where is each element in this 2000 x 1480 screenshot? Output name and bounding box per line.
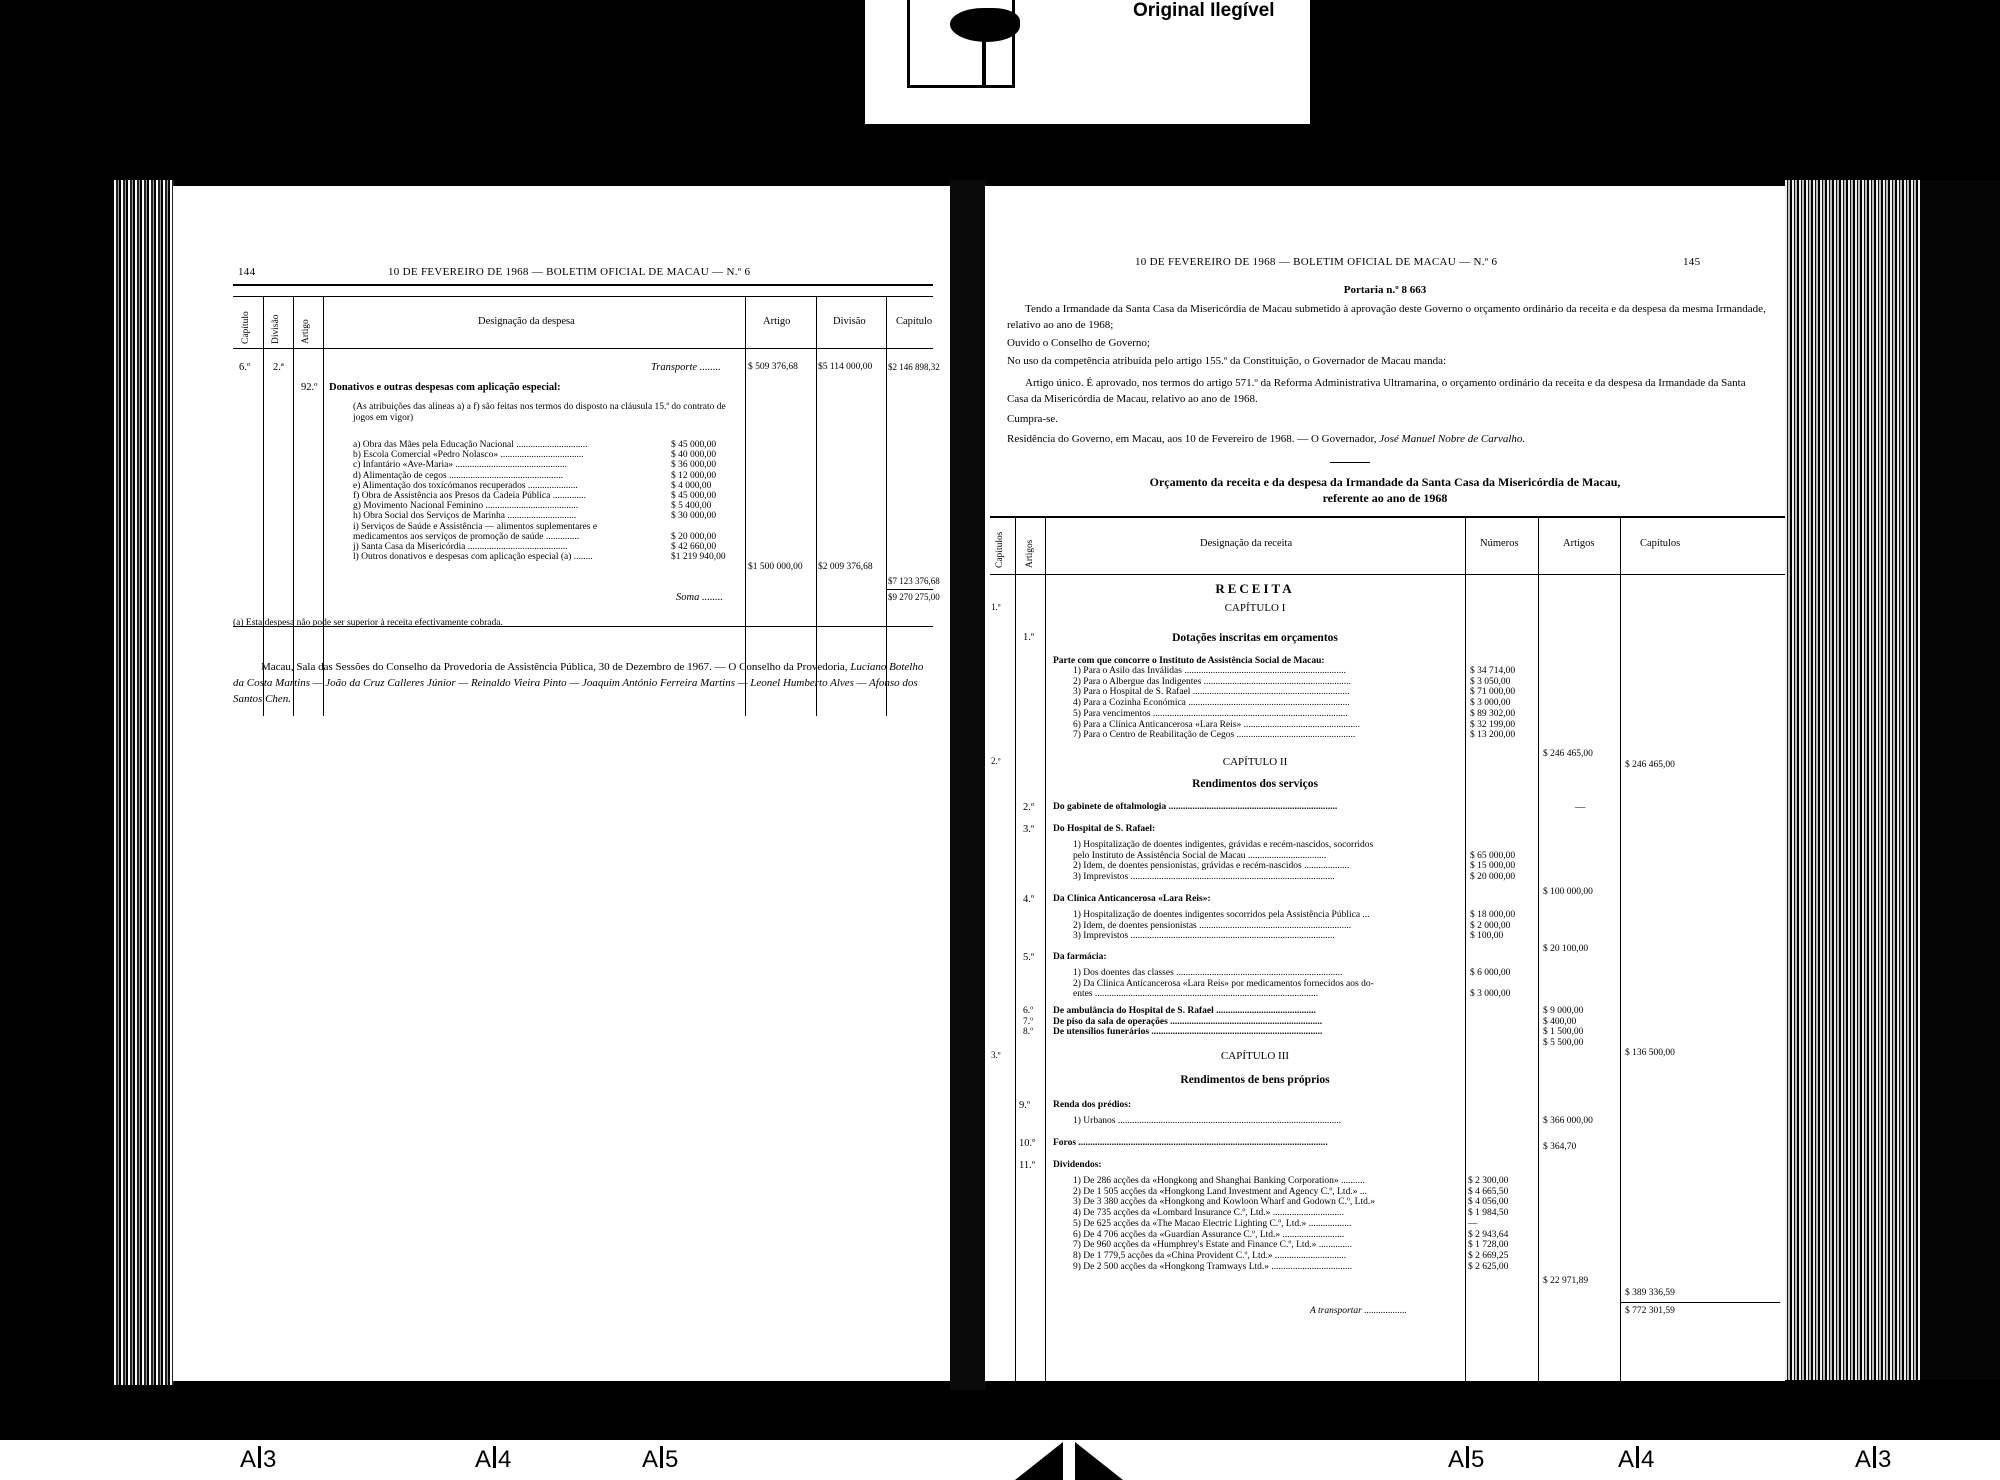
center-arrows-icon	[1015, 1440, 1135, 1480]
budget-title-line-1: Orçamento da receita e da despesa da Irmandade da Santa Casa da Misericórdia de Macau,	[1149, 475, 1621, 489]
artigo-2-dash: —	[1575, 802, 1586, 813]
artigo-3-total: $ 100 000,00	[1543, 887, 1593, 897]
item-amount: $ 9 000,00	[1543, 1006, 1584, 1016]
mark-a4-left: A 4	[475, 1446, 512, 1473]
mark-a5-left: A 5	[642, 1446, 679, 1473]
col-numeros: Números	[1480, 538, 1519, 549]
page-number: 144	[238, 266, 256, 278]
item-amount: —	[1468, 1218, 1478, 1229]
item-amount: $ 400,00	[1543, 1016, 1577, 1027]
governor-name: José Manuel Nobre de Carvalho.	[1379, 433, 1526, 445]
item-amount: $ 89 302,00	[1470, 708, 1516, 719]
item-amount: $1 219 940,00	[671, 552, 726, 563]
item-amount: $ 42 660,00	[671, 542, 717, 552]
artigo-9-heading: Renda dos prédios:	[1053, 1100, 1132, 1110]
artigo-11-total: $ 22 971,89	[1543, 1276, 1589, 1286]
item-label: pelo Instituto de Assistência Social de Macau .................................	[1073, 850, 1327, 861]
item-label: 3) Para o Hospital de S. Rafael ..................................................................	[1073, 687, 1350, 698]
final-total: $ 772 301,59	[1625, 1306, 1675, 1316]
item-amount: $ 3 000,00	[1470, 989, 1511, 999]
portaria-paragraph: No uso da competência atribuída pelo artigo 155.º da Constituição, o Governador de Macau manda:	[1007, 355, 1447, 367]
item-amount: $ 32 199,00	[1470, 719, 1516, 730]
artigo-2-number: 2.º	[1023, 802, 1035, 813]
item-amount: $ 2 669,25	[1468, 1250, 1509, 1261]
mark-a3-right: A 3	[1855, 1446, 1892, 1473]
artigo-5-heading: Da farmácia:	[1053, 952, 1107, 962]
mark-a3-left: A 3	[240, 1446, 277, 1473]
item-label: entes ..............................................................................................	[1073, 989, 1319, 999]
item-label: 4) Para a Cozinha Económica ....................................................................	[1073, 698, 1350, 709]
artigo-11-number: 11.º	[1019, 1160, 1035, 1171]
item-label: 5) De 625 acções da «The Macao Electric Lighting C.º, Ltd.» ..................	[1073, 1218, 1352, 1229]
portaria-paragraph: Artigo único. É aprovado, nos termos do artigo 571.º da Reforma Administrativa Ultramarina, o orçamento ordinário da receita e da despesa da Irmandade da Santa Casa da Misericórdia de Macau, relativo ao ano de 1968.	[1007, 377, 1746, 405]
capitulo-3: CAPÍTULO III	[1220, 1050, 1290, 1062]
mark-a5-right: A 5	[1448, 1446, 1485, 1473]
badge-text: Original Ilegível	[1133, 0, 1275, 21]
subtotal-divisao: $2 009 376,68	[818, 562, 873, 572]
artigo-1-heading: Parte com que concorre o Instituto de Assistência Social de Macau:	[1053, 656, 1325, 666]
item-label: i) Serviços de Saúde e Assistência — alimentos suplementares e	[353, 521, 598, 532]
item-label: 3) De 3 380 acções da «Hongkong and Kowloon Wharf and Godown C.º, Ltd.»	[1073, 1197, 1375, 1208]
col-artigo: Artigo	[301, 319, 311, 344]
item-amount: $ 18 000,00	[1470, 910, 1516, 920]
left-page-edge	[114, 180, 174, 1385]
item-amount: $ 1 984,50	[1468, 1208, 1509, 1219]
portaria-paragraph: Cumpra-se.	[1007, 413, 1059, 425]
col-capitulos-amount: Capítulos	[1640, 538, 1681, 549]
capitulo-2-title: Rendimentos dos serviços	[1192, 778, 1318, 790]
item-amount: $ 2 300,00	[1468, 1176, 1509, 1186]
item-amount: $ 4 056,00	[1468, 1197, 1509, 1208]
item-amount: $ 45 000,00	[671, 440, 717, 450]
col-designacao-receita: Designação da receita	[1200, 538, 1293, 549]
item-amount: $ 71 000,00	[1470, 687, 1516, 698]
left-page	[173, 186, 950, 1381]
item-amount: $ 13 200,00	[1470, 730, 1516, 741]
book-logo-icon	[907, 0, 1015, 88]
col-capitulo-amount: Capítulo	[896, 316, 933, 327]
portaria-paragraph: Ouvido o Conselho de Governo;	[1007, 337, 1150, 349]
col-capitulos: Capítulos	[995, 531, 1005, 568]
item-amount: $ 30 000,00	[671, 511, 717, 522]
item-amount: $ 1 728,00	[1468, 1240, 1509, 1251]
signatories: Luciano Botelho da Costa Martins — João da Cruz Calleres Júnior — Reinaldo Vieira Pinto — Joaquim António Ferreira Martins — Leonel Humberto Alves — Afonso dos Santos Chen.	[233, 661, 924, 705]
item-number: 7.º	[1023, 1016, 1034, 1027]
book-gutter	[950, 180, 986, 1390]
item-label: De ambulância do Hospital de S. Rafael ..........................................	[1053, 1006, 1316, 1016]
section-note: (As atribuições das alíneas a) a f) são feitas nos termos do disposto na cláusula 15.ª do contrato de jogos em vigor)	[353, 402, 726, 423]
right-page-edge	[1785, 180, 1920, 1380]
budget-title-line-2: referente ao ano de 1968	[1322, 491, 1448, 505]
artigo-5-number: 5.º	[1023, 952, 1035, 963]
running-head: 10 DE FEVEREIRO DE 1968 — BOLETIM OFICIAL DE MACAU — N.º 6	[388, 266, 751, 278]
item-label: 2) De 1 505 acções da «Hongkong Land Investment and Agency C.º, Ltd.» ...	[1073, 1186, 1367, 1197]
item-label: 2) Para o Albergue das Indigentes ..............................................................	[1073, 676, 1351, 687]
item-label: 8) De 1 779,5 acções da «China Provident C.º, Ltd.» ..............................	[1073, 1250, 1347, 1261]
col-capitulo: Capítulo	[241, 311, 251, 344]
item-label: b) Escola Comercial «Pedro Nolasco» ...................................	[353, 450, 584, 461]
residencia-text: Residência do Governo, em Macau, aos 10 de Fevereiro de 1968. — O Governador,	[1007, 433, 1377, 445]
header-rule	[233, 284, 933, 286]
item-label: 4) De 735 acções da «Lombard Insurance C.º, Ltd.» ..............................	[1073, 1208, 1344, 1219]
capitulo-3-total: $ 389 336,59	[1625, 1288, 1675, 1298]
dark-border	[1920, 180, 2000, 1380]
transporte-artigo: $ 509 376,68	[748, 362, 798, 372]
item-amount: $ 40 000,00	[671, 450, 717, 461]
item-amount: $ 2 625,00	[1468, 1261, 1509, 1272]
item-label: 7) Para o Centro de Reabilitação de Cegos ..................................................	[1073, 730, 1356, 741]
artigo-4-number: 4.º	[1023, 894, 1035, 905]
item-amount: $ 45 000,00	[671, 491, 717, 501]
capitulo-1: CAPÍTULO I	[1224, 602, 1286, 614]
item-label: 1) De 286 acções da «Hongkong and Shanghai Banking Corporation» ..........	[1073, 1176, 1365, 1186]
closing-text: Macau, Sala das Sessões do Conselho da Provedoria de Assistência Pública, 30 de Dezembro de 1967. — O Conselho da Provedoria,	[261, 661, 848, 673]
capitulo-2-total: $ 136 500,00	[1625, 1048, 1675, 1058]
item-label: l) Outros donativos e despesas com aplicação especial (a) ........	[353, 552, 593, 563]
capitulo-2-number: 2.º	[991, 756, 1001, 766]
item-amount: $ 12 000,00	[671, 470, 717, 481]
col-divisao: Divisão	[271, 314, 281, 344]
artigo-4-heading: Da Clínica Anticancerosa «Lara Reis»:	[1053, 894, 1211, 904]
item-label: 1) Hospitalização de doentes indigentes, grávidas e recém-nascidos, socorridos	[1073, 840, 1374, 850]
item-amount: $ 5 400,00	[671, 501, 712, 512]
item-label: 6) Para a Clínica Anticancerosa «Lara Reis» .................................................	[1073, 719, 1361, 730]
item-label: 7) De 960 acções da «Humphrey's Estate and Finance C.º, Ltd.» ..............	[1073, 1240, 1353, 1251]
col-artigos-amount: Artigos	[1563, 538, 1595, 549]
capitulo-number: 6.º	[239, 362, 251, 373]
item-label: j) Santa Casa da Misericórdia ..........................................	[353, 542, 568, 552]
item-amount: $ 2 000,00	[1470, 920, 1511, 931]
receita-heading: RECEITA	[1215, 581, 1295, 596]
artigo-4-total: $ 20 100,00	[1543, 944, 1589, 954]
item-label: h) Obra Social dos Serviços de Marinha .............................	[353, 511, 577, 522]
a-transportar-label: A transportar ..................	[1310, 1306, 1407, 1316]
artigo-11-heading: Dividendos:	[1053, 1160, 1102, 1170]
item-amount: $ 4 000,00	[671, 480, 712, 491]
item-label: 9) De 2 500 acções da «Hongkong Tramways Ltd.» ..................................	[1073, 1261, 1353, 1272]
item-label: 2) Idem, de doentes pensionistas ................................................................	[1073, 920, 1352, 931]
item-label: 6) De 4 706 acções da «Guardian Assurance C.º, Ltd.» ..........................	[1073, 1229, 1345, 1240]
artigo-1-total: $ 246 465,00	[1543, 749, 1593, 759]
portaria-title: Portaria n.º 8 663	[1343, 284, 1427, 296]
item-label: 3) Imprevistos ......................................................................................	[1073, 871, 1335, 882]
item-label: 5) Para vencimentos ..................................................................................	[1073, 708, 1348, 719]
item-amount: $ 4 665,50	[1468, 1186, 1509, 1197]
artigo-9-item: 1) Urbanos ..............................................................................................	[1073, 1116, 1342, 1126]
capitulo-3-number: 3.º	[991, 1050, 1001, 1060]
footnote: (a) Esta despesa não pode ser superior à receita efectivamente cobrada.	[233, 618, 503, 628]
subtotal-artigo: $1 500 000,00	[748, 562, 803, 572]
soma-value: $9 270 275,00	[888, 592, 940, 602]
col-divisao-amount: Divisão	[833, 316, 866, 327]
col-artigos: Artigos	[1025, 539, 1035, 568]
artigo-9-total: $ 366 000,00	[1543, 1116, 1593, 1126]
col-artigo-amount: Artigo	[763, 316, 791, 327]
artigo-10-total: $ 364,70	[1543, 1142, 1577, 1152]
item-label: 2) Idem, de doentes pensionistas, grávidas e recém-nascidos ...................	[1073, 861, 1350, 871]
artigo-2-label: Do gabinete de oftalmologia .......................................................................	[1053, 802, 1338, 812]
item-label: 1) Dos doentes das classes ......................................................................	[1073, 968, 1343, 978]
item-amount: $ 20 000,00	[1470, 871, 1516, 882]
portaria-paragraph: Tendo a Irmandade da Santa Casa da Misericórdia de Macau submetido à aprovação deste Governo o orçamento ordinário da receita e da despesa da mesma Irmandade, relativo ao ano de 1968;	[1007, 303, 1766, 331]
item-label: g) Movimento Nacional Feminino .......................................	[353, 501, 579, 512]
page-number: 145	[1683, 256, 1701, 268]
item-amount: $ 15 000,00	[1470, 861, 1516, 871]
item-label: medicamentos aos serviços de promoção de saúde ..............	[353, 531, 580, 542]
transporte-divisao: $5 114 000,00	[818, 362, 873, 372]
item-label: 2) Da Clínica Anticancerosa «Lara Reis» por medicamentos fornecidos aos do-	[1073, 978, 1374, 989]
item-amount: $ 36 000,00	[671, 460, 717, 471]
divisao-number: 2.ª	[273, 362, 284, 373]
item-label: e) Alimentação dos toxicómanos recuperados .....................	[353, 480, 578, 491]
capitulo-3-title: Rendimentos de bens próprios	[1180, 1074, 1330, 1086]
item-amount: $ 6 000,00	[1470, 968, 1511, 978]
transporte-capitulo: $2 146 898,32	[888, 362, 940, 372]
closing-paragraph	[233, 660, 933, 708]
item-amount: $ 1 500,00	[1543, 1027, 1584, 1037]
mark-a4-right: A 4	[1618, 1446, 1655, 1473]
item-label: 1) Para o Asilo das Inválidas ....................................................................	[1073, 666, 1346, 676]
capitulo-1-title: Dotações inscritas em orçamentos	[1172, 632, 1338, 644]
item-label: f) Obra de Assistência aos Presos da Cadeia Pública ..............	[353, 491, 586, 501]
artigo-number: 92.º	[301, 382, 318, 393]
item-amount: $ 3 000,00	[1470, 698, 1511, 709]
artigo-1-number: 1.º	[1023, 632, 1035, 643]
artigo-10-number: 10.º	[1019, 1138, 1036, 1149]
soma-label: Soma ........	[676, 592, 723, 603]
item-label: a) Obra das Mães pela Educação Nacional ..............................	[353, 440, 588, 450]
artigo-3-number: 3.º	[1023, 824, 1035, 835]
item-label: 1) Hospitalização de doentes indigentes socorridos pela Assistência Pública ...	[1073, 910, 1370, 920]
capitulo-1-total: $ 246 465,00	[1625, 760, 1675, 770]
bottom-strip	[0, 1440, 2000, 1480]
artigo-9-number: 9.º	[1019, 1100, 1031, 1111]
artigo-3-heading: Do Hospital de S. Rafael:	[1053, 824, 1156, 834]
item-label: De piso da sala de operações ................................................................	[1053, 1016, 1323, 1027]
capitulo-total: $7 123 376,68	[888, 576, 940, 586]
artigo-10-label: Foros .........................................................................................................	[1053, 1138, 1328, 1148]
item-amount: $ 100,00	[1470, 931, 1504, 941]
item-label: d) Alimentação de cegos ................................................	[353, 470, 564, 481]
item-number: 8.º	[1023, 1027, 1034, 1037]
residencia-line	[1007, 432, 1767, 448]
item-amount: $ 5 500,00	[1543, 1037, 1584, 1048]
item-number: 6.º	[1023, 1006, 1034, 1016]
capitulo-1-number: 1.º	[991, 602, 1001, 612]
item-label: De utensílios funerários ........................................................................	[1053, 1027, 1323, 1037]
col-designacao: Designação da despesa	[478, 316, 575, 327]
item-amount: $ 3 050,00	[1470, 676, 1511, 687]
item-label: c) Infantário «Ave-Maria» ...............................................	[353, 460, 568, 471]
item-label: 3) Imprevistos ......................................................................................	[1073, 931, 1335, 941]
section-heading: Donativos e outras despesas com aplicação especial:	[329, 382, 561, 393]
running-head: 10 DE FEVEREIRO DE 1968 — BOLETIM OFICIAL DE MACAU — N.º 6	[1135, 256, 1498, 268]
capitulo-2: CAPÍTULO II	[1222, 756, 1288, 768]
right-page	[985, 186, 1785, 1381]
item-amount: $ 20 000,00	[671, 531, 717, 542]
item-amount: $ 34 714,00	[1470, 666, 1516, 676]
item-amount: $ 65 000,00	[1470, 850, 1516, 861]
transporte-label: Transporte ........	[651, 362, 721, 373]
illegible-original-badge	[865, 0, 1310, 124]
item-amount: $ 2 943,64	[1468, 1229, 1509, 1240]
